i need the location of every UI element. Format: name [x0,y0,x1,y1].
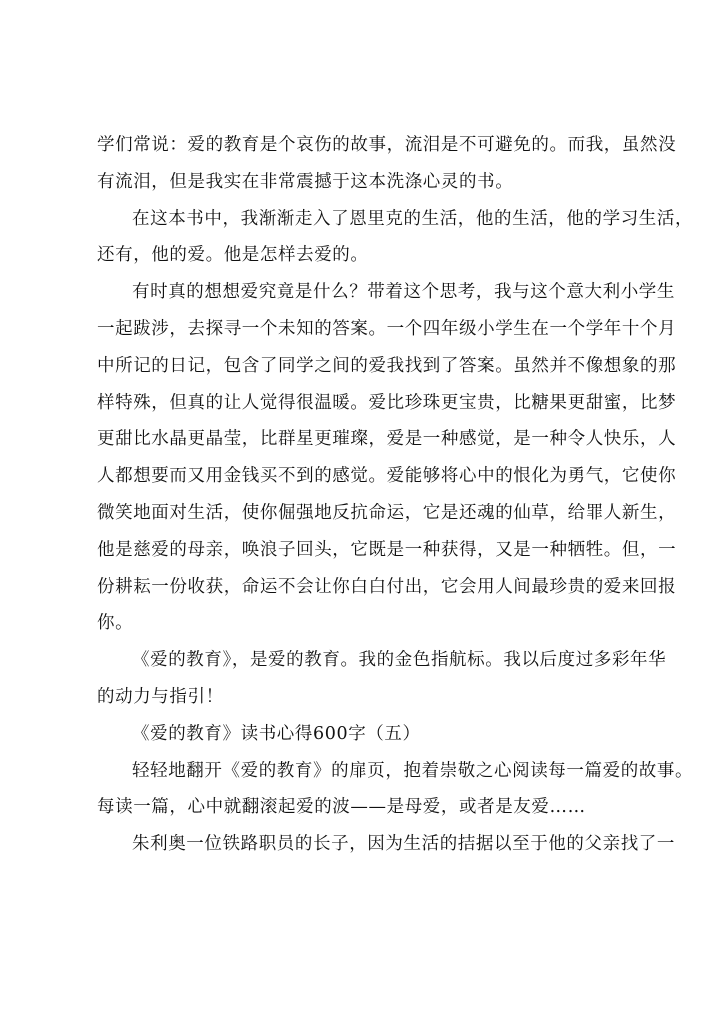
text-line: 更甜比水晶更晶莹，比群星更璀璨，爱是一种感觉，是一种令人快乐，人 [97,429,677,450]
text-line: 一起跋涉，去探寻一个未知的答案。一个四年级小学生在一个学年十个月 [97,318,677,339]
body-text [97,127,694,863]
text-line: 微笑地面对生活，使你倔强地反抗命运，它是还魂的仙草，给罪人新生， [97,502,677,523]
text-line: 样特殊，但真的让人觉得很温暖。爱比珍珠更宝贵，比糖果更甜蜜，比梦 [97,392,677,413]
text-line: 人都想要而又用金钱买不到的感觉。爱能够将心中的恨化为勇气，它使你 [97,466,677,487]
text-line: 有时真的想想爱究竟是什么？带着这个思考，我与这个意大利小学生 [132,282,675,303]
text-line: 他是慈爱的母亲，唤浪子回头，它既是一种获得，又是一种牺牲。但，一 [97,539,677,560]
text-line: 《爱的教育》读书心得600字（五） [132,723,421,744]
text-line: 轻轻地翻开《爱的教育》的扉页，抱着崇敬之心阅读每一篇爱的故事。 [132,760,694,781]
text-line: 《爱的教育》，是爱的教育。我的金色指航标。我以后度过多彩年华 [132,650,667,671]
text-line: 的动力与指引！ [97,686,224,707]
text-line: 每读一篇，心中就翻滚起爱的波——是母爱，或者是友爱…… [97,797,586,818]
text-line: 份耕耘一份收获，命运不会让你白白付出，它会用人间最珍贵的爱来回报 [97,576,677,597]
text-line: 你。 [97,613,134,634]
text-line: 有流泪，但是我实在非常震撼于这本洗涤心灵的书。 [97,171,514,192]
text-line: 朱利奥一位铁路职员的长子，因为生活的拮据以至于他的父亲找了一 [132,834,675,855]
text-line: 中所记的日记，包含了同学之间的爱我找到了答案。虽然并不像想象的那 [97,355,677,376]
text-line: 在这本书中，我渐渐走入了恩里克的生活，他的生活，他的学习生活， [132,208,694,229]
text-line: 还有，他的爱。他是怎样去爱的。 [97,245,369,266]
text-line: 学们常说：爱的教育是个哀伤的故事，流泪是不可避免的。而我，虽然没 [97,135,677,155]
